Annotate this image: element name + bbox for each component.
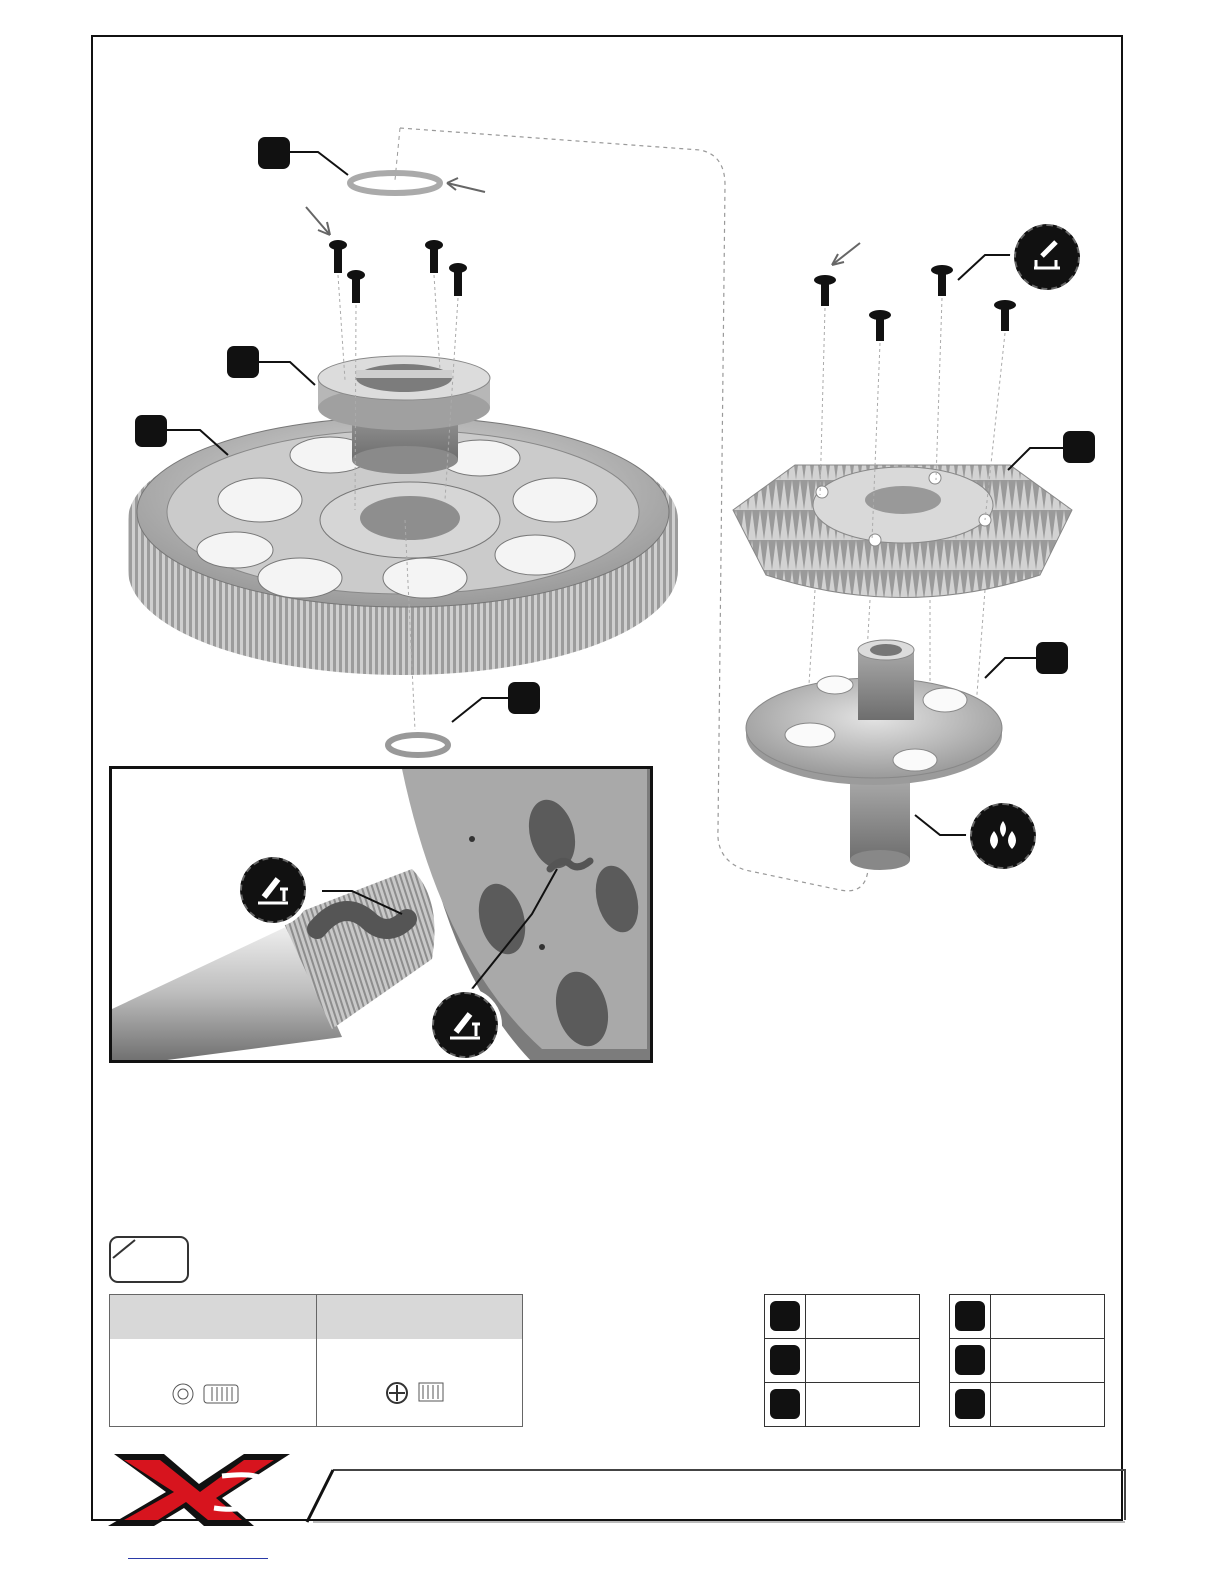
- brand-logo: [104, 1448, 294, 1535]
- parts-row: [765, 1383, 919, 1427]
- grease-icon: [970, 803, 1036, 869]
- e-clip: [388, 735, 448, 755]
- screwdriver-icon: [1014, 224, 1080, 290]
- threadlock-icon: [240, 857, 306, 923]
- note-tag: [109, 1236, 189, 1283]
- parts-list-left: [764, 1294, 920, 1427]
- shim: [350, 173, 440, 193]
- shim-badge: [258, 137, 290, 169]
- parts-row: [950, 1383, 1104, 1427]
- clip-badge: [508, 682, 540, 714]
- parts-row: [950, 1339, 1104, 1383]
- footer-link[interactable]: [128, 1558, 268, 1559]
- phillips-screw-icon: [385, 1379, 455, 1412]
- tools-header-2: [317, 1295, 522, 1339]
- threadlock-detail-inset: [109, 766, 653, 1063]
- tools-header-1: [110, 1295, 316, 1339]
- shaft-badge: [1036, 642, 1068, 674]
- tools-table: [109, 1294, 523, 1427]
- threadlock-icon-flange: [432, 992, 498, 1058]
- parts-row: [765, 1295, 919, 1339]
- hex-socket-screw-icon: [172, 1381, 252, 1412]
- screws-right: [814, 265, 1016, 341]
- bevel-gear-badge: [1063, 431, 1095, 463]
- parts-row: [765, 1339, 919, 1383]
- hub-badge: [227, 346, 259, 378]
- parts-list-right: [949, 1294, 1105, 1427]
- screws-left: [329, 240, 467, 303]
- bevel-gear: [733, 465, 1072, 598]
- parts-row: [950, 1295, 1104, 1339]
- spur-gear-badge: [135, 415, 167, 447]
